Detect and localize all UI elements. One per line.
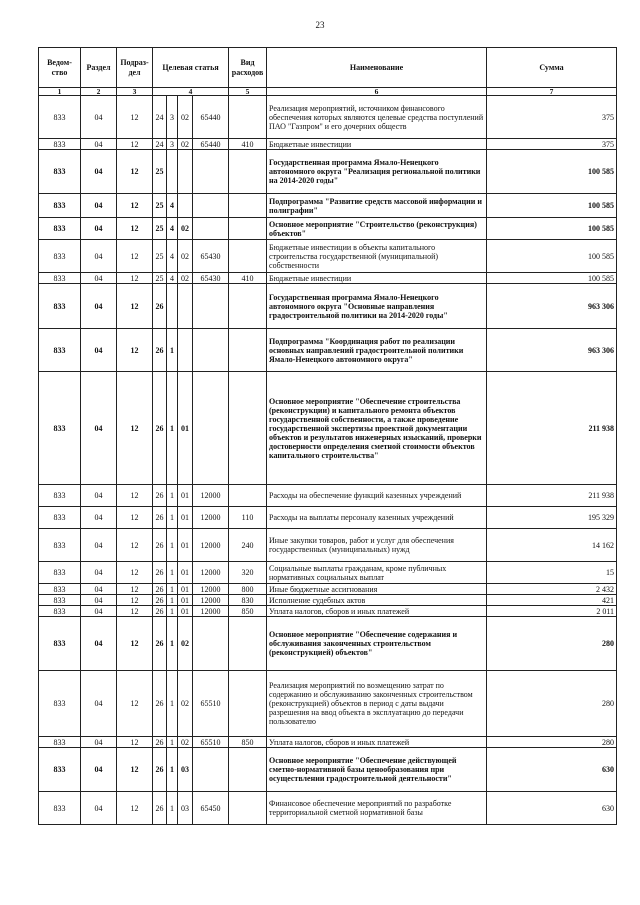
cell-tselevaya-program: 26	[153, 748, 167, 792]
cell-tselevaya-event	[178, 150, 193, 194]
cell-razdel: 04	[81, 595, 117, 606]
cell-naimenovanie: Государственная программа Ямало-Ненецкого автономного округа "Реализация региональной политики на 2014-2020 годы"	[267, 150, 487, 194]
cell-razdel: 04	[81, 584, 117, 595]
cell-tselevaya-direction	[193, 748, 229, 792]
table-row	[39, 584, 617, 595]
cell-naimenovanie: Реализация мероприятий по возмещению затрат по содержанию и обслуживанию законченных строительством (реконструкцией) объектов в период с даты выдачи разрешения на ввод объекта в эксплуатацию до передачи пользователю	[267, 671, 487, 737]
cell-tselevaya-subprogram: 4	[167, 240, 178, 273]
cell-tselevaya-event: 01	[178, 529, 193, 562]
cell-naimenovanie: Основное мероприятие "Обеспечение содержания и обслуживания законченных строительством (реконструкцией) объектов"	[267, 617, 487, 671]
cell-razdel: 04	[81, 562, 117, 584]
cell-tselevaya-subprogram: 1	[167, 562, 178, 584]
cell-tselevaya-event	[178, 329, 193, 372]
cell-tselevaya-program: 26	[153, 485, 167, 507]
cell-tselevaya-event: 02	[178, 671, 193, 737]
cell-naimenovanie: Уплата налогов, сборов и иных платежей	[267, 737, 487, 748]
column-number: 4	[153, 88, 229, 96]
cell-tselevaya-subprogram: 1	[167, 584, 178, 595]
budget-table	[38, 47, 617, 825]
table-body	[39, 96, 617, 825]
cell-podrazdel: 12	[117, 617, 153, 671]
cell-naimenovanie: Подпрограмма "Развитие средств массовой информации и полиграфии"	[267, 194, 487, 218]
cell-vid-rashodov: 410	[229, 139, 267, 150]
cell-tselevaya-subprogram: 1	[167, 485, 178, 507]
cell-vid-rashodov	[229, 485, 267, 507]
cell-tselevaya-direction: 65430	[193, 273, 229, 284]
cell-tselevaya-event: 02	[178, 240, 193, 273]
cell-razdel: 04	[81, 606, 117, 617]
cell-summa: 100 585	[487, 273, 617, 284]
cell-vid-rashodov	[229, 218, 267, 240]
column-number: 3	[117, 88, 153, 96]
cell-vid-rashodov: 320	[229, 562, 267, 584]
cell-naimenovanie: Расходы на выплаты персоналу казенных учреждений	[267, 507, 487, 529]
cell-summa: 375	[487, 139, 617, 150]
cell-tselevaya-subprogram: 3	[167, 139, 178, 150]
cell-naimenovanie: Расходы на обеспечение функций казенных учреждений	[267, 485, 487, 507]
cell-vedomstvo: 833	[39, 562, 81, 584]
cell-naimenovanie: Исполнение судебных актов	[267, 595, 487, 606]
cell-tselevaya-event: 01	[178, 606, 193, 617]
cell-podrazdel: 12	[117, 584, 153, 595]
cell-vedomstvo: 833	[39, 194, 81, 218]
column-number: 5	[229, 88, 267, 96]
table-row	[39, 240, 617, 273]
cell-podrazdel: 12	[117, 150, 153, 194]
cell-tselevaya-subprogram: 3	[167, 96, 178, 139]
cell-tselevaya-subprogram: 1	[167, 617, 178, 671]
cell-tselevaya-subprogram: 4	[167, 194, 178, 218]
cell-vid-rashodov	[229, 284, 267, 329]
header-summa: Сумма	[487, 48, 617, 88]
cell-naimenovanie: Финансовое обеспечение мероприятий по разработке территориальной сметной нормативной базы	[267, 792, 487, 825]
cell-podrazdel: 12	[117, 507, 153, 529]
cell-tselevaya-subprogram: 4	[167, 273, 178, 284]
cell-vedomstvo: 833	[39, 485, 81, 507]
cell-vid-rashodov: 830	[229, 595, 267, 606]
cell-vedomstvo: 833	[39, 617, 81, 671]
cell-podrazdel: 12	[117, 792, 153, 825]
cell-summa: 280	[487, 737, 617, 748]
table-row	[39, 194, 617, 218]
cell-naimenovanie: Уплата налогов, сборов и иных платежей	[267, 606, 487, 617]
cell-tselevaya-subprogram: 1	[167, 671, 178, 737]
cell-naimenovanie: Иные закупки товаров, работ и услуг для обеспечения государственных (муниципальных) нужд	[267, 529, 487, 562]
cell-summa: 195 329	[487, 507, 617, 529]
header-vedomstvo: Ведом-ство	[39, 48, 81, 88]
cell-naimenovanie: Реализация мероприятий, источником финансового обеспечения которых являются целевые средства поступлений ПАО "Газпром" и его дочерних обществ	[267, 96, 487, 139]
cell-podrazdel: 12	[117, 485, 153, 507]
cell-summa: 100 585	[487, 218, 617, 240]
cell-razdel: 04	[81, 485, 117, 507]
cell-razdel: 04	[81, 139, 117, 150]
cell-summa: 211 938	[487, 485, 617, 507]
cell-podrazdel: 12	[117, 529, 153, 562]
cell-podrazdel: 12	[117, 139, 153, 150]
table-row	[39, 273, 617, 284]
cell-vid-rashodov: 110	[229, 507, 267, 529]
table-row	[39, 96, 617, 139]
cell-razdel: 04	[81, 273, 117, 284]
cell-vedomstvo: 833	[39, 273, 81, 284]
cell-naimenovanie: Основное мероприятие "Обеспечение строительства (реконструкции) и капитального ремонта объектов государственной собственности, а также проведение государственной экспертизы проектной документации объектов и результатов инженерных изысканий, проверки достоверности определения сметной стоимости объектов капитального строительства"	[267, 372, 487, 485]
table-row	[39, 485, 617, 507]
cell-summa: 100 585	[487, 194, 617, 218]
table-row	[39, 529, 617, 562]
cell-tselevaya-subprogram: 1	[167, 606, 178, 617]
cell-podrazdel: 12	[117, 372, 153, 485]
cell-podrazdel: 12	[117, 606, 153, 617]
cell-vedomstvo: 833	[39, 329, 81, 372]
cell-tselevaya-direction: 65450	[193, 792, 229, 825]
column-number: 6	[267, 88, 487, 96]
cell-tselevaya-program: 25	[153, 240, 167, 273]
cell-vid-rashodov	[229, 96, 267, 139]
cell-tselevaya-event: 01	[178, 584, 193, 595]
cell-vid-rashodov: 850	[229, 606, 267, 617]
cell-naimenovanie: Подпрограмма "Координация работ по реализации основных направлений градостроительной политики Ямало-Ненецкого автономного округа"	[267, 329, 487, 372]
cell-tselevaya-event: 01	[178, 595, 193, 606]
cell-vid-rashodov: 240	[229, 529, 267, 562]
cell-tselevaya-event: 03	[178, 792, 193, 825]
cell-tselevaya-direction: 65510	[193, 671, 229, 737]
cell-vedomstvo: 833	[39, 606, 81, 617]
cell-tselevaya-direction: 12000	[193, 507, 229, 529]
cell-vid-rashodov: 850	[229, 737, 267, 748]
cell-tselevaya-subprogram: 4	[167, 218, 178, 240]
cell-summa: 630	[487, 792, 617, 825]
cell-tselevaya-program: 26	[153, 606, 167, 617]
cell-vedomstvo: 833	[39, 595, 81, 606]
cell-podrazdel: 12	[117, 748, 153, 792]
cell-vedomstvo: 833	[39, 584, 81, 595]
cell-razdel: 04	[81, 96, 117, 139]
cell-tselevaya-event	[178, 284, 193, 329]
cell-tselevaya-program: 24	[153, 96, 167, 139]
table-row	[39, 218, 617, 240]
cell-summa: 14 162	[487, 529, 617, 562]
cell-tselevaya-direction: 65440	[193, 96, 229, 139]
table-row	[39, 617, 617, 671]
cell-tselevaya-program: 26	[153, 617, 167, 671]
cell-tselevaya-direction: 12000	[193, 584, 229, 595]
table-row	[39, 606, 617, 617]
cell-summa: 211 938	[487, 372, 617, 485]
cell-vid-rashodov	[229, 671, 267, 737]
column-number: 2	[81, 88, 117, 96]
cell-vedomstvo: 833	[39, 372, 81, 485]
cell-tselevaya-direction: 65510	[193, 737, 229, 748]
cell-tselevaya-event: 02	[178, 737, 193, 748]
cell-vedomstvo: 833	[39, 529, 81, 562]
cell-tselevaya-subprogram: 1	[167, 329, 178, 372]
cell-naimenovanie: Социальные выплаты гражданам, кроме публичных нормативных социальных выплат	[267, 562, 487, 584]
cell-vedomstvo: 833	[39, 284, 81, 329]
cell-razdel: 04	[81, 748, 117, 792]
cell-tselevaya-program: 25	[153, 273, 167, 284]
cell-tselevaya-subprogram: 1	[167, 529, 178, 562]
cell-razdel: 04	[81, 284, 117, 329]
cell-summa: 963 306	[487, 284, 617, 329]
cell-tselevaya-program: 25	[153, 218, 167, 240]
cell-tselevaya-direction: 65430	[193, 240, 229, 273]
header-podrazdel: Подраз-дел	[117, 48, 153, 88]
cell-tselevaya-event: 01	[178, 562, 193, 584]
cell-tselevaya-event: 02	[178, 273, 193, 284]
cell-razdel: 04	[81, 737, 117, 748]
cell-tselevaya-event: 02	[178, 218, 193, 240]
cell-tselevaya-program: 26	[153, 284, 167, 329]
cell-tselevaya-program: 25	[153, 150, 167, 194]
cell-summa: 100 585	[487, 240, 617, 273]
cell-vid-rashodov	[229, 792, 267, 825]
cell-tselevaya-direction: 65440	[193, 139, 229, 150]
cell-podrazdel: 12	[117, 562, 153, 584]
cell-vedomstvo: 833	[39, 792, 81, 825]
cell-razdel: 04	[81, 617, 117, 671]
table-row	[39, 372, 617, 485]
cell-razdel: 04	[81, 529, 117, 562]
cell-summa: 963 306	[487, 329, 617, 372]
cell-tselevaya-event: 03	[178, 748, 193, 792]
cell-tselevaya-subprogram: 1	[167, 372, 178, 485]
cell-tselevaya-subprogram: 1	[167, 748, 178, 792]
cell-vid-rashodov	[229, 617, 267, 671]
cell-razdel: 04	[81, 507, 117, 529]
cell-naimenovanie: Бюджетные инвестиции в объекты капитального строительства государственной (муниципальной) собственности	[267, 240, 487, 273]
cell-razdel: 04	[81, 372, 117, 485]
cell-razdel: 04	[81, 150, 117, 194]
cell-razdel: 04	[81, 240, 117, 273]
table-row	[39, 139, 617, 150]
table-row	[39, 507, 617, 529]
cell-vedomstvo: 833	[39, 737, 81, 748]
cell-tselevaya-event: 02	[178, 96, 193, 139]
cell-summa: 2 011	[487, 606, 617, 617]
cell-podrazdel: 12	[117, 218, 153, 240]
cell-vid-rashodov	[229, 329, 267, 372]
cell-vid-rashodov	[229, 150, 267, 194]
cell-tselevaya-direction	[193, 194, 229, 218]
page-number: 23	[315, 20, 325, 30]
cell-vedomstvo: 833	[39, 218, 81, 240]
cell-tselevaya-event: 01	[178, 507, 193, 529]
cell-vedomstvo: 833	[39, 671, 81, 737]
cell-tselevaya-event	[178, 194, 193, 218]
cell-summa: 280	[487, 671, 617, 737]
cell-vid-rashodov	[229, 372, 267, 485]
cell-tselevaya-direction: 12000	[193, 529, 229, 562]
column-number: 7	[487, 88, 617, 96]
cell-tselevaya-direction	[193, 617, 229, 671]
cell-vid-rashodov: 410	[229, 273, 267, 284]
cell-tselevaya-direction: 12000	[193, 562, 229, 584]
cell-summa: 15	[487, 562, 617, 584]
cell-tselevaya-program: 26	[153, 792, 167, 825]
cell-tselevaya-event: 01	[178, 372, 193, 485]
cell-tselevaya-program: 26	[153, 671, 167, 737]
header-tselevaya-statya: Целевая статья	[153, 48, 229, 88]
cell-naimenovanie: Основное мероприятие "Строительство (реконструкция) объектов"	[267, 218, 487, 240]
cell-razdel: 04	[81, 671, 117, 737]
column-number: 1	[39, 88, 81, 96]
table-row	[39, 284, 617, 329]
cell-tselevaya-program: 26	[153, 329, 167, 372]
table-row	[39, 792, 617, 825]
cell-razdel: 04	[81, 792, 117, 825]
cell-tselevaya-subprogram: 1	[167, 737, 178, 748]
cell-podrazdel: 12	[117, 737, 153, 748]
cell-naimenovanie: Основное мероприятие "Обеспечение действующей сметно-нормативной базы ценообразования при осуществлении градостроительной деятельности"	[267, 748, 487, 792]
cell-razdel: 04	[81, 194, 117, 218]
cell-podrazdel: 12	[117, 273, 153, 284]
cell-vid-rashodov: 800	[229, 584, 267, 595]
cell-tselevaya-program: 26	[153, 372, 167, 485]
table-row	[39, 671, 617, 737]
cell-tselevaya-program: 26	[153, 584, 167, 595]
cell-razdel: 04	[81, 329, 117, 372]
cell-podrazdel: 12	[117, 595, 153, 606]
cell-naimenovanie: Бюджетные инвестиции	[267, 139, 487, 150]
cell-tselevaya-direction	[193, 372, 229, 485]
cell-summa: 100 585	[487, 150, 617, 194]
cell-tselevaya-program: 24	[153, 139, 167, 150]
cell-vedomstvo: 833	[39, 240, 81, 273]
table-row	[39, 562, 617, 584]
cell-tselevaya-direction	[193, 329, 229, 372]
table-row	[39, 748, 617, 792]
cell-tselevaya-program: 26	[153, 529, 167, 562]
cell-podrazdel: 12	[117, 240, 153, 273]
header-row	[39, 48, 617, 88]
cell-summa: 375	[487, 96, 617, 139]
cell-tselevaya-subprogram: 1	[167, 792, 178, 825]
cell-vid-rashodov	[229, 748, 267, 792]
cell-naimenovanie: Иные бюджетные ассигнования	[267, 584, 487, 595]
cell-tselevaya-subprogram	[167, 284, 178, 329]
table-row	[39, 595, 617, 606]
cell-tselevaya-direction: 12000	[193, 606, 229, 617]
header-razdel: Раздел	[81, 48, 117, 88]
header-vid-rashodov: Вид расходов	[229, 48, 267, 88]
header-naimenovanie: Наименование	[267, 48, 487, 88]
table-row	[39, 737, 617, 748]
cell-naimenovanie: Государственная программа Ямало-Ненецкого автономного округа "Основные направления градостроительной политики на 2014-2020 годы"	[267, 284, 487, 329]
table-row	[39, 150, 617, 194]
cell-tselevaya-subprogram	[167, 150, 178, 194]
cell-tselevaya-direction	[193, 284, 229, 329]
cell-tselevaya-direction: 12000	[193, 485, 229, 507]
cell-summa: 280	[487, 617, 617, 671]
cell-podrazdel: 12	[117, 96, 153, 139]
cell-tselevaya-subprogram: 1	[167, 595, 178, 606]
cell-vedomstvo: 833	[39, 150, 81, 194]
cell-podrazdel: 12	[117, 284, 153, 329]
cell-razdel: 04	[81, 218, 117, 240]
cell-vedomstvo: 833	[39, 507, 81, 529]
cell-tselevaya-event: 02	[178, 139, 193, 150]
cell-summa: 2 432	[487, 584, 617, 595]
cell-tselevaya-event: 01	[178, 485, 193, 507]
column-number-row	[39, 88, 617, 96]
cell-tselevaya-program: 26	[153, 737, 167, 748]
cell-vedomstvo: 833	[39, 748, 81, 792]
cell-podrazdel: 12	[117, 329, 153, 372]
cell-vedomstvo: 833	[39, 96, 81, 139]
cell-tselevaya-program: 26	[153, 507, 167, 529]
cell-tselevaya-direction	[193, 218, 229, 240]
cell-summa: 630	[487, 748, 617, 792]
table-row	[39, 329, 617, 372]
cell-vid-rashodov	[229, 194, 267, 218]
cell-naimenovanie: Бюджетные инвестиции	[267, 273, 487, 284]
cell-tselevaya-program: 26	[153, 595, 167, 606]
cell-summa: 421	[487, 595, 617, 606]
cell-tselevaya-program: 26	[153, 562, 167, 584]
cell-podrazdel: 12	[117, 194, 153, 218]
cell-tselevaya-program: 25	[153, 194, 167, 218]
cell-vedomstvo: 833	[39, 139, 81, 150]
cell-vid-rashodov	[229, 240, 267, 273]
cell-tselevaya-subprogram: 1	[167, 507, 178, 529]
cell-tselevaya-event: 02	[178, 617, 193, 671]
cell-tselevaya-direction	[193, 150, 229, 194]
cell-podrazdel: 12	[117, 671, 153, 737]
cell-tselevaya-direction: 12000	[193, 595, 229, 606]
